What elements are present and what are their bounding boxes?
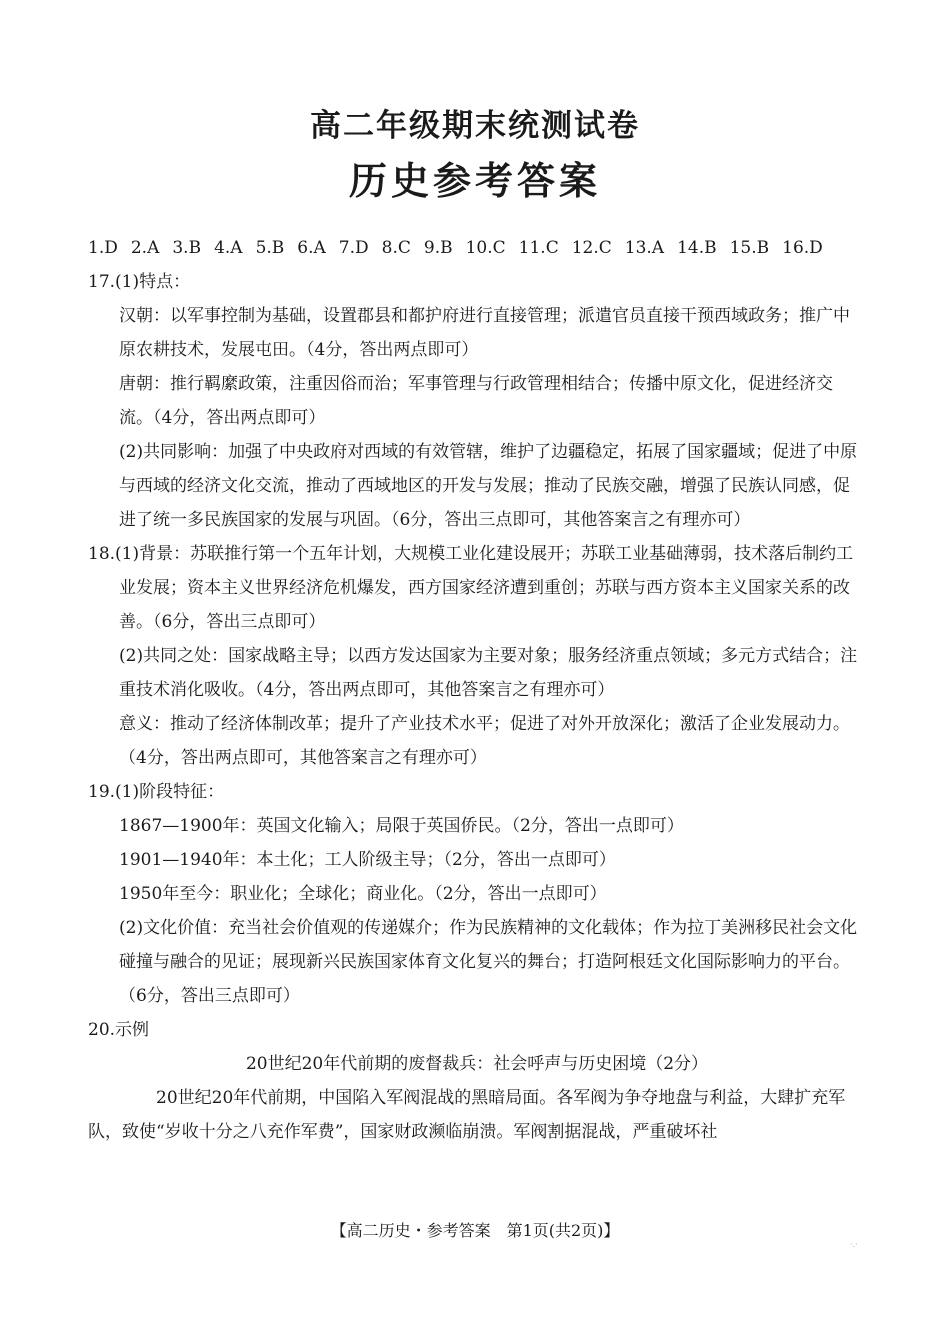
answer-12: 12.C xyxy=(571,238,612,258)
answer-2: 2.A xyxy=(130,238,160,258)
page-footer: 【高二历史・参考答案 第1页(共2页)】 xyxy=(330,1221,620,1240)
exam-title: 高二年级期末统测试卷 xyxy=(310,108,640,144)
q19-heading: 19.(1)阶段特征： xyxy=(88,782,225,802)
exam-subtitle: 历史参考答案 xyxy=(348,159,601,203)
answer-11: 11.C xyxy=(518,238,559,258)
q18-part2: (2)共同之处：国家战略主导；以西方发达国家为主要对象；服务经济重点领域；多元方式结合；注重技术消化吸收。（4分，答出两点即可，其他答案言之有理亦可） xyxy=(119,646,858,700)
q19-stage1: 1867—1900年：英国文化输入；局限于英国侨民。（2分，答出一点即可） xyxy=(119,816,684,836)
q17-part2: (2)共同影响：加强了中央政府对西域的有效管辖，维护了边疆稳定，拓展了国家疆域；促进了中原与西域的经济文化交流，推动了西域地区的开发与发展；推动了民族交融，增强了民族认同感，促进了统一多民族国家的发展与巩固。（6分，答出三点即可，其他答案言之有理亦可） xyxy=(119,442,858,530)
answer-9: 9.B xyxy=(423,238,453,258)
answer-1: 1.D xyxy=(88,238,118,258)
q17-heading: 17.(1)特点： xyxy=(88,272,191,292)
q18-part1: 18.(1)背景：苏联推行第一个五年计划，大规模工业化建设展开；苏联工业基础薄弱，技术落后制约工业发展；资本主义世界经济危机爆发，西方国家经济遭到重创；苏联与西方资本主义国家关系的改善。（6分，答出三点即可） xyxy=(88,544,854,632)
answer-15: 15.B xyxy=(729,238,770,258)
q19-stage2: 1901—1940年：本土化；工人阶级主导；（2分，答出一点即可） xyxy=(119,850,616,870)
q17-han: 汉朝：以军事控制为基础，设置郡县和都护府进行直接管理；派遣官员直接干预西域政务；推广中原农耕技术，发展屯田。（4分，答出两点即可） xyxy=(119,306,850,360)
answer-4: 4.A xyxy=(214,238,243,258)
q18-meaning: 意义：推动了经济体制改革；提升了产业技术水平；促进了对外开放深化；激活了企业发展动力。（4分，答出两点即可，其他答案言之有理亦可） xyxy=(119,714,850,768)
answer-5: 5.B xyxy=(255,238,285,258)
answer-16: 16.D xyxy=(782,238,823,258)
q19-part2: (2)文化价值：充当社会价值观的传递媒介；作为民族精神的文化载体；作为拉丁美洲移民社会文化碰撞与融合的见证；展现新兴民族国家体育文化复兴的舞台；打造阿根廷文化国际影响力的平台。（6分，答出三点即可） xyxy=(119,918,858,1006)
q20-heading: 20.示例 xyxy=(88,1020,150,1040)
answer-13: 13.A xyxy=(624,238,665,258)
answer-3: 3.B xyxy=(172,238,202,258)
answer-14: 14.B xyxy=(677,238,717,258)
q20-essay-title: 20世纪20年代前期的废督裁兵：社会呼声与历史困境（2分） xyxy=(245,1054,709,1074)
scan-mark: ·.· xyxy=(850,1240,858,1249)
answer-8: 8.C xyxy=(381,238,411,258)
answer-7: 7.D xyxy=(338,238,369,258)
choice-answers xyxy=(88,231,866,265)
answer-6: 6.A xyxy=(297,238,326,258)
q20-essay-paragraph: 20世纪20年代前期，中国陷入军阀混战的黑暗局面。各军阀为争夺地盘与利益，大肆扩充军队，致使“岁收十分之八充作军费”，国家财政濒临崩溃。军阀割据混战，严重破坏社 xyxy=(88,1088,846,1142)
answer-body xyxy=(88,231,866,1149)
q19-stage3: 1950年至今：职业化；全球化；商业化。（2分，答出一点即可） xyxy=(119,884,607,904)
q17-tang: 唐朝：推行羁縻政策，注重因俗而治；军事管理与行政管理相结合；传播中原文化，促进经济交流。（4分，答出两点即可） xyxy=(119,374,833,428)
answer-10: 10.C xyxy=(465,238,506,258)
